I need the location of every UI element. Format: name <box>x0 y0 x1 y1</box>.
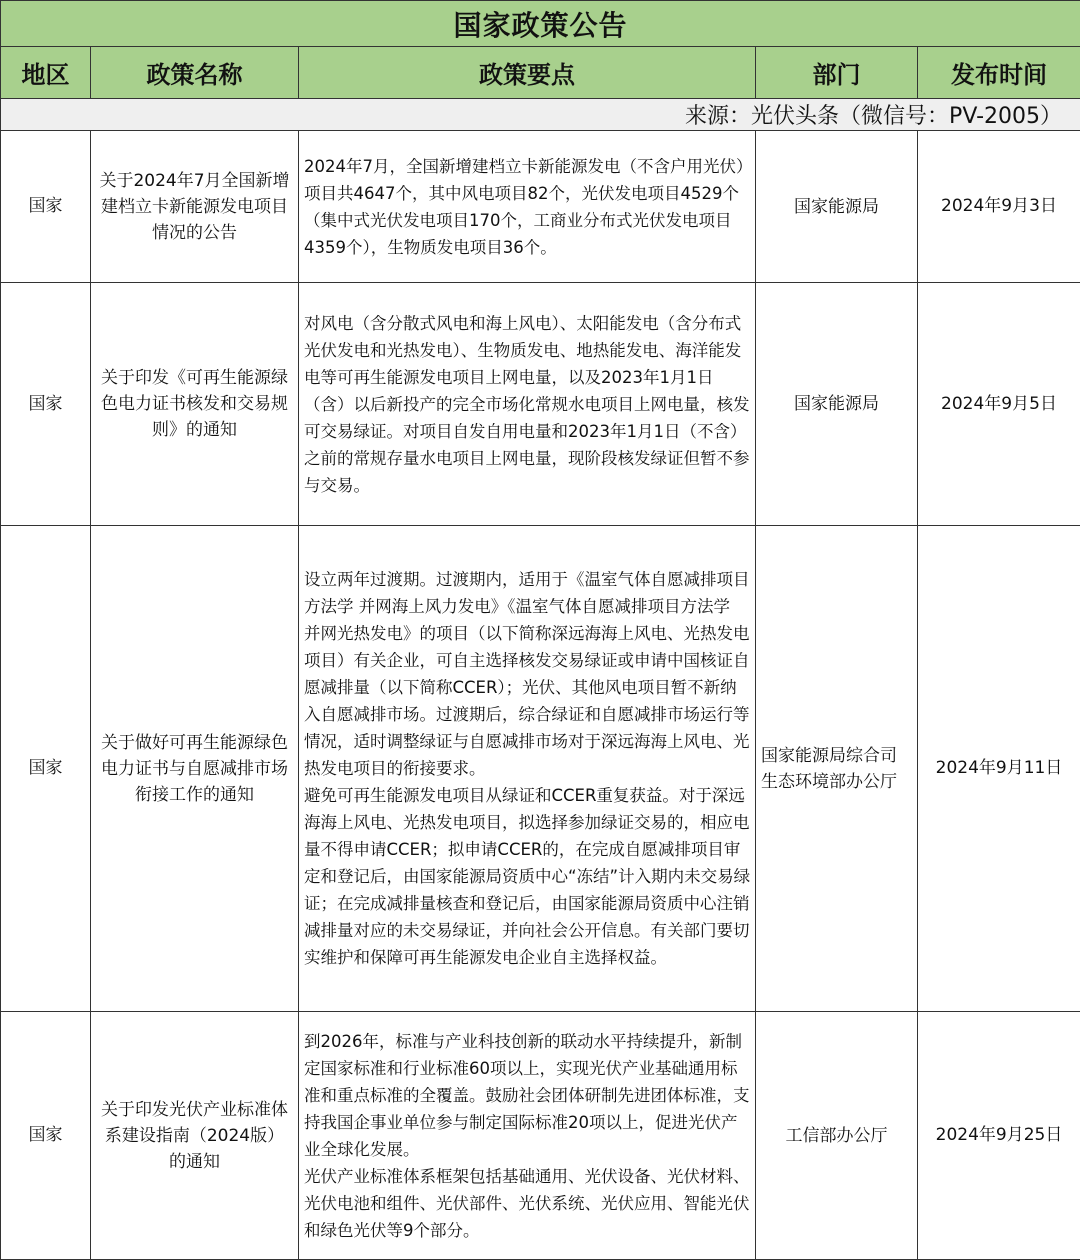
row-date: 2024年9月3日 <box>918 131 1080 283</box>
policy-point: 光伏产业标准体系框架包括基础通用、光伏设备、光伏材料、光伏电池和组件、光伏部件、光伏系统、光伏应用、智能光伏和绿色光伏等9个部分。 <box>304 1166 750 1240</box>
policy-point: 避免可再生能源发电项目从绿证和CCER重复获益。对于深远海海上风电、光热发电项目，拟选择参加绿证交易的，相应电量不得申请CCER；拟申请CCER的，在完成自愿减排项目审定和登记后，由国家能源局资质中心“冻结”计入期内未交易绿证；在完成减排量核查和登记后，由国家能源局资质中心注销减排量对应的未交易绿证，并向社会公开信息。有关部门要切实维护和保障可再生能源发电企业自主选择权益。 <box>304 786 751 967</box>
row-dept: 国家能源局综合司 生态环境部办公厅 <box>756 526 918 1012</box>
row-policy-name: 关于2024年7月全国新增建档立卡新能源发电项目情况的公告 <box>91 131 299 283</box>
row-policy-points <box>299 131 756 283</box>
row-region: 国家 <box>1 526 91 1012</box>
table-row <box>1 526 1080 1012</box>
row-region: 国家 <box>1 1012 91 1260</box>
row-policy-name: 关于印发《可再生能源绿色电力证书核发和交易规则》的通知 <box>91 283 299 526</box>
row-date: 2024年9月5日 <box>918 283 1080 526</box>
policy-point: 到2026年，标准与产业科技创新的联动水平持续提升，新制定国家标准和行业标准60项以上，实现光伏产业基础通用标准和重点标准的全覆盖。鼓励社会团体研制先进团体标准，支持我国企事业单位参与制定国际标准20项以上，促进光伏产业全球化发展。 <box>304 1031 750 1159</box>
header-dept: 部门 <box>756 47 918 99</box>
policy-point: 2024年7月，全国新增建档立卡新能源发电（不含户用光伏）项目共4647个，其中风电项目82个，光伏发电项目4529个（集中式光伏发电项目170个，工商业分布式光伏发电项目4359个），生物质发电项目36个。 <box>304 156 745 257</box>
table-title: 国家政策公告 <box>1 1 1080 47</box>
table-row <box>1 1012 1080 1260</box>
row-policy-name: 关于印发光伏产业标准体系建设指南（2024版）的通知 <box>91 1012 299 1260</box>
header-region: 地区 <box>1 47 91 99</box>
row-policy-points <box>299 283 756 526</box>
row-date: 2024年9月11日 <box>918 526 1080 1012</box>
row-dept: 国家能源局 <box>756 283 918 526</box>
row-region: 国家 <box>1 131 91 283</box>
source-note: 来源：光伏头条（微信号：PV-2005） <box>1 99 1080 131</box>
header-row <box>1 47 1080 99</box>
policy-point: 对风电（含分散式风电和海上风电）、太阳能发电（含分布式光伏发电和光热发电）、生物质发电、地热能发电、海洋能发电等可再生能源发电项目上网电量，以及2023年1月1日（含）以后新投产的完全市场化常规水电项目上网电量，核发可交易绿证。对项目自发自用电量和2023年1月1日（不含）之前的常规存量水电项目上网电量，现阶段核发绿证但暂不参与交易。 <box>304 313 750 495</box>
header-date: 发布时间 <box>918 47 1080 99</box>
header-name: 政策名称 <box>91 47 299 99</box>
row-policy-points <box>299 526 756 1012</box>
row-date: 2024年9月25日 <box>918 1012 1080 1260</box>
row-policy-name: 关于做好可再生能源绿色电力证书与自愿减排市场衔接工作的通知 <box>91 526 299 1012</box>
row-region: 国家 <box>1 283 91 526</box>
policy-point: 设立两年过渡期。过渡期内，适用于《温室气体自愿减排项目方法学 并网海上风力发电》《温室气体自愿减排项目方法学 并网光热发电》的项目（以下简称深远海海上风电、光热发电项目）有关企业，可自主选择核发交易绿证或申请中国核证自愿减排量（以下简称CCER）；光伏、其他风电项目暂不新纳入自愿减排市场。过渡期后，综合绿证和自愿减排市场运行等情况，适时调整绿证与自愿减排市场对于深远海海上风电、光热发电项目的衔接要求。 <box>304 570 750 778</box>
row-policy-points <box>299 1012 756 1260</box>
table-row <box>1 283 1080 526</box>
header-points: 政策要点 <box>299 47 756 99</box>
table-row <box>1 131 1080 283</box>
row-dept: 国家能源局 <box>756 131 918 283</box>
row-dept: 工信部办公厅 <box>756 1012 918 1260</box>
